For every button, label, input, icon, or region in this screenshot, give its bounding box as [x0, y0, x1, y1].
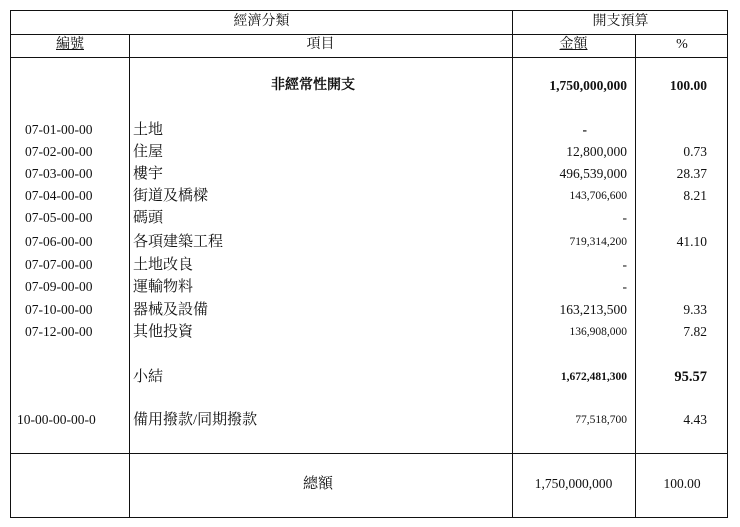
header-economic-category: 經濟分類 — [233, 14, 290, 29]
row-item: 住屋 — [133, 144, 164, 160]
divider-total — [11, 453, 727, 454]
reserve-percent: 4.43 — [683, 412, 707, 427]
row-percent: 9.33 — [683, 302, 707, 317]
row-amount: - — [622, 279, 627, 294]
row-amount: 136,908,000 — [569, 326, 627, 338]
row-percent: 41.10 — [676, 234, 707, 249]
row-percent: 7.82 — [683, 324, 707, 339]
header-expenditure-budget: 開支預算 — [592, 14, 649, 29]
row-code: 07-06-00-00 — [25, 234, 93, 249]
reserve-item: 備用撥款/同期撥款 — [133, 412, 258, 428]
header-percent: % — [676, 37, 688, 52]
row-item: 器械及設備 — [133, 302, 209, 318]
budget-table — [10, 10, 728, 518]
row-percent: 0.73 — [683, 144, 707, 159]
row-code: 07-12-00-00 — [25, 324, 93, 339]
table-row — [11, 276, 727, 298]
row-percent: 28.37 — [676, 166, 707, 181]
row-amount: 496,539,000 — [559, 166, 627, 181]
row-item: 土地 — [133, 122, 164, 138]
row-code: 07-03-00-00 — [25, 166, 93, 181]
subtotal-label: 小結 — [133, 369, 164, 385]
reserve-row — [11, 409, 727, 431]
table-row — [11, 185, 727, 207]
subtotal-amount: 1,672,481,300 — [560, 371, 627, 383]
row-item: 土地改良 — [133, 257, 194, 273]
row-code: 07-02-00-00 — [25, 144, 93, 159]
row-item: 各項建築工程 — [133, 234, 224, 250]
row-amount: - — [622, 210, 627, 225]
table-row — [11, 321, 727, 343]
row-code: 07-01-00-00 — [25, 122, 93, 137]
row-item: 樓宇 — [133, 166, 164, 182]
row-amount: 719,314,200 — [569, 236, 627, 248]
row-amount: 163,213,500 — [559, 302, 627, 317]
row-code: 07-10-00-00 — [25, 302, 93, 317]
row-code: 07-04-00-00 — [25, 188, 93, 203]
row-code: 07-09-00-00 — [25, 279, 93, 294]
section-title-label: 非經常性開支 — [271, 78, 355, 93]
row-amount: - — [622, 257, 627, 272]
table-row — [11, 163, 727, 185]
divider-header-2 — [11, 57, 727, 58]
table-row — [11, 207, 727, 229]
row-percent: 8.21 — [683, 188, 707, 203]
section-title-amount: 1,750,000,000 — [549, 78, 627, 93]
row-item: 其他投資 — [133, 324, 194, 340]
row-item: 碼頭 — [133, 210, 164, 226]
subtotal-percent: 95.57 — [674, 369, 707, 385]
section-title-percent: 100.00 — [669, 78, 707, 93]
table-row — [11, 141, 727, 163]
subtotal-row — [11, 366, 727, 388]
reserve-amount: 77,518,700 — [575, 414, 627, 426]
row-code: 07-05-00-00 — [25, 210, 93, 225]
table-row — [11, 299, 727, 321]
row-amount: - — [582, 122, 587, 137]
total-label: 總額 — [303, 476, 334, 492]
total-row — [11, 473, 727, 495]
header-code: 編號 — [56, 37, 84, 52]
reserve-code: 10-00-00-00-0 — [17, 412, 96, 427]
row-amount: 12,800,000 — [566, 144, 627, 159]
header-amount: 金額 — [559, 37, 588, 52]
row-code: 07-07-00-00 — [25, 257, 93, 272]
row-item: 街道及橋樑 — [133, 188, 209, 204]
table-row — [11, 231, 727, 253]
header-item: 項目 — [306, 37, 335, 52]
table-row — [11, 119, 727, 141]
table-row — [11, 254, 727, 276]
row-item: 運輸物料 — [133, 279, 194, 295]
total-percent: 100.00 — [663, 476, 701, 491]
row-amount: 143,706,600 — [569, 190, 627, 202]
section-title-row — [11, 75, 727, 97]
total-amount: 1,750,000,000 — [534, 476, 613, 491]
